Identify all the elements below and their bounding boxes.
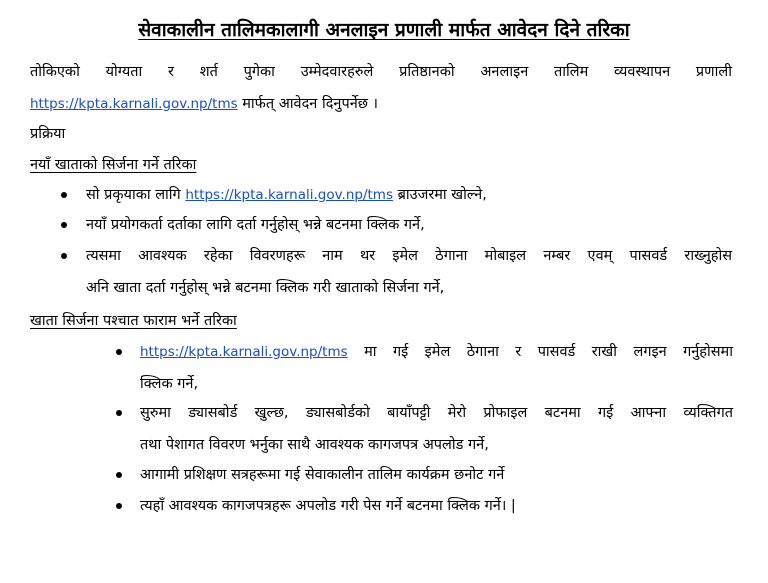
section1-heading: नयाँ खाताको सिर्जना गर्ने तरिका bbox=[30, 157, 197, 173]
tms-link[interactable]: https://kpta.karnali.gov.np/tms bbox=[30, 96, 238, 112]
section2-item-1-line-2: क्लिक गर्ने, bbox=[140, 376, 199, 392]
bullet-icon bbox=[61, 253, 67, 259]
section1-item-2: नयाँ प्रयोगकर्ता दर्ताका लागि दर्ता गर्नुहोस् भन्ने बटनमा क्लिक गर्ने, bbox=[86, 217, 425, 233]
bullet-icon bbox=[116, 410, 122, 416]
intro-line-1: तोकिएको योग्यता र शर्त पुगेका उम्मेदवारहरुले प्रतिष्ठानको अनलाइन तालिम व्यवस्थापन प्रणाली bbox=[30, 64, 732, 80]
section1-item-3-line-2: अनि खाता दर्ता गर्नुहोस् भन्ने बटनमा क्लिक गरी खाताको सिर्जना गर्ने, bbox=[86, 280, 445, 296]
section2-heading: खाता सिर्जना पश्चात फाराम भर्ने तरिका bbox=[30, 313, 237, 329]
bullet-icon bbox=[61, 222, 67, 228]
tms-link[interactable]: https://kpta.karnali.gov.np/tms bbox=[140, 344, 348, 360]
section2-item-2-line-2: तथा पेशागत विवरण भर्नुका साथै आवश्यक कागजपत्र अपलोड गर्ने, bbox=[140, 437, 489, 453]
section1-item-1: सो प्रकृयाका लागि https://kpta.karnali.gov.np/tms ब्राउजरमा खोल्ने, bbox=[86, 187, 487, 203]
section1-item-3-line-1: त्यसमा आवश्यक रहेका विवरणहरू नाम थर इमेल ठेगाना मोबाइल नम्बर एवम् पासवर्ड राख्नुहोस bbox=[86, 248, 732, 264]
bullet-icon bbox=[61, 192, 67, 198]
bullet-icon bbox=[116, 472, 122, 478]
bullet-icon bbox=[116, 349, 122, 355]
bullet-icon bbox=[116, 503, 122, 509]
section2-item-2-line-1: सुरुमा ड्यासबोर्ड खुल्छ, ड्यासबोर्डको बायाँपट्टी मेरो प्रोफाइल बटनमा गई आफ्ना व्यक्तिगत bbox=[140, 405, 733, 421]
intro-line-2-text: मार्फत् आवेदन दिनुपर्नेछ । bbox=[237, 96, 379, 112]
intro-line-2 bbox=[30, 93, 378, 113]
section2-item-1-line-1: https://kpta.karnali.gov.np/tms मा गई इमेल ठेगाना र पासवर्ड राखी लगइन गर्नुहोसमा bbox=[140, 344, 733, 360]
section2-item-4: त्यहाँ आवश्यक कागजपत्रहरू अपलोड गरी पेस गर्ने बटनमा क्लिक गर्ने। | bbox=[140, 498, 516, 514]
section2-item-3: आगामी प्रशिक्षण सत्रहरूमा गई सेवाकालीन तालिम कार्यक्रम छनोट गर्ने bbox=[140, 467, 505, 483]
page-title: सेवाकालीन तालिमकालागी अनलाइन प्रणाली मार्फत आवेदन दिने तरिका bbox=[138, 19, 630, 41]
process-label: प्रक्रिया bbox=[30, 126, 66, 142]
tms-link[interactable]: https://kpta.karnali.gov.np/tms bbox=[185, 187, 393, 203]
